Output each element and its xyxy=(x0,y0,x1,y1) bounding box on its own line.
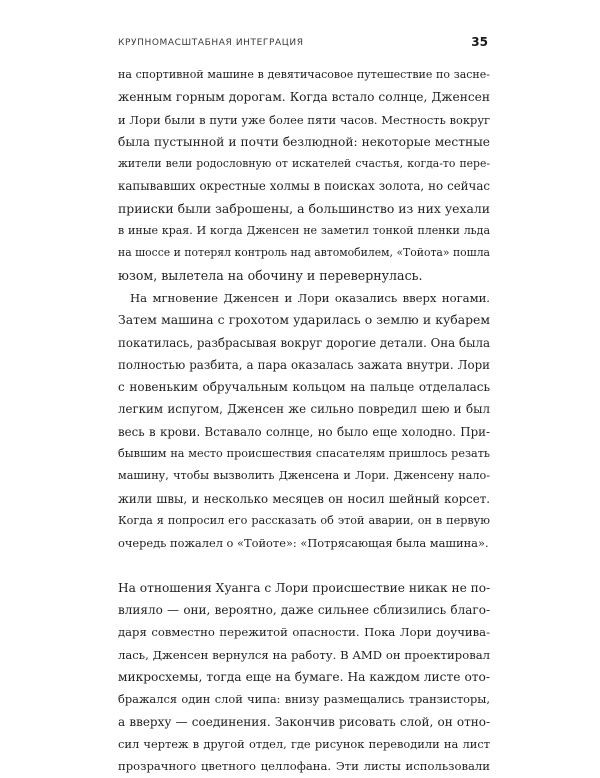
text-line: очередь пожалел о «Тойоте»: «Потрясающая была машина». xyxy=(118,536,489,551)
body-text xyxy=(118,64,490,778)
text-line: жители вели родословную от искателей счастья, когда-то пере- xyxy=(118,157,490,171)
text-line: юзом, вылетела на обочину и перевернулась. xyxy=(118,267,423,283)
text-line: На мгновение Дженсен и Лори оказались вверх ногами. xyxy=(130,290,490,305)
text-line: была пустынной и почти безлюдной: некоторые местные xyxy=(118,134,490,149)
text-line: женным горным дорогам. Когда встало солнце, Дженсен xyxy=(118,90,490,105)
text-line: прииски были заброшены, а большинство из них уехали xyxy=(118,200,490,216)
text-line: с новеньким обручальным кольцом на пальце отделалась xyxy=(118,380,490,395)
text-line: микросхемы, тогда еще на бумаге. На каждом листе ото- xyxy=(118,670,490,685)
text-line: весь в крови. Вставало солнце, но было еще холодно. При- xyxy=(118,424,490,439)
text-line: влияло — они, вероятно, даже сильнее сблизились благо- xyxy=(118,603,490,618)
text-line: На отношения Хуанга с Лори происшествие никак не по- xyxy=(118,580,491,595)
text-line: на шоссе и потерял контроль над автомобилем, «Тойота» пошла xyxy=(118,246,490,260)
text-line: Затем машина с грохотом ударилась о землю и кубарем xyxy=(118,312,490,328)
text-line: лась, Дженсен вернулся на работу. В AMD он проектировал xyxy=(118,647,490,662)
paragraph-2 xyxy=(118,287,490,555)
text-line: жили швы, и несколько месяцев он носил шейный корсет. xyxy=(118,491,490,506)
text-line: сил чертеж в другой отдел, где рисунок переводили на лист xyxy=(118,736,490,751)
text-line: полностью разбита, а пара оказалась зажата внутри. Лори xyxy=(118,357,490,372)
page-number: 35 xyxy=(471,35,488,49)
text-line: прозрачного цветного целлофана. Эти листы использовали xyxy=(118,759,490,774)
paragraph-3 xyxy=(118,577,490,778)
text-line: в иные края. И когда Дженсен не заметил тонкой пленки льда xyxy=(118,224,490,238)
text-line: легким испугом, Дженсен же сильно повредил шею и был xyxy=(118,402,490,417)
text-line: а вверху — соединения. Закончив рисовать слой, он отно- xyxy=(118,714,490,729)
text-line: на спортивной машине в девятичасовое путешествие по засне- xyxy=(118,68,490,81)
text-line: и Лори были в пути уже более пяти часов. Местность вокруг xyxy=(118,112,490,127)
text-line: машину, чтобы вызволить Дженсена и Лори. Дженсену нало- xyxy=(118,469,490,483)
text-line: бражался один слой чипа: внизу размещались транзисторы, xyxy=(118,692,490,707)
text-line: капывавших окрестные холмы в поисках золота, но сейчас xyxy=(118,179,490,194)
paragraph-1 xyxy=(118,64,490,287)
text-line: даря совместно пережитой опасности. Пока Лори доучива- xyxy=(118,625,490,640)
text-line: покатилась, разбрасывая вокруг дорогие детали. Она была xyxy=(118,335,490,350)
text-line: Когда я попросил его рассказать об этой аварии, он в первую xyxy=(118,513,490,527)
running-head: КРУПНОМАСШТАБНАЯ ИНТЕГРАЦИЯ xyxy=(118,38,304,48)
text-line: бывшим на место происшествия спасателям пришлось резать xyxy=(118,447,490,461)
section-break xyxy=(118,555,490,577)
